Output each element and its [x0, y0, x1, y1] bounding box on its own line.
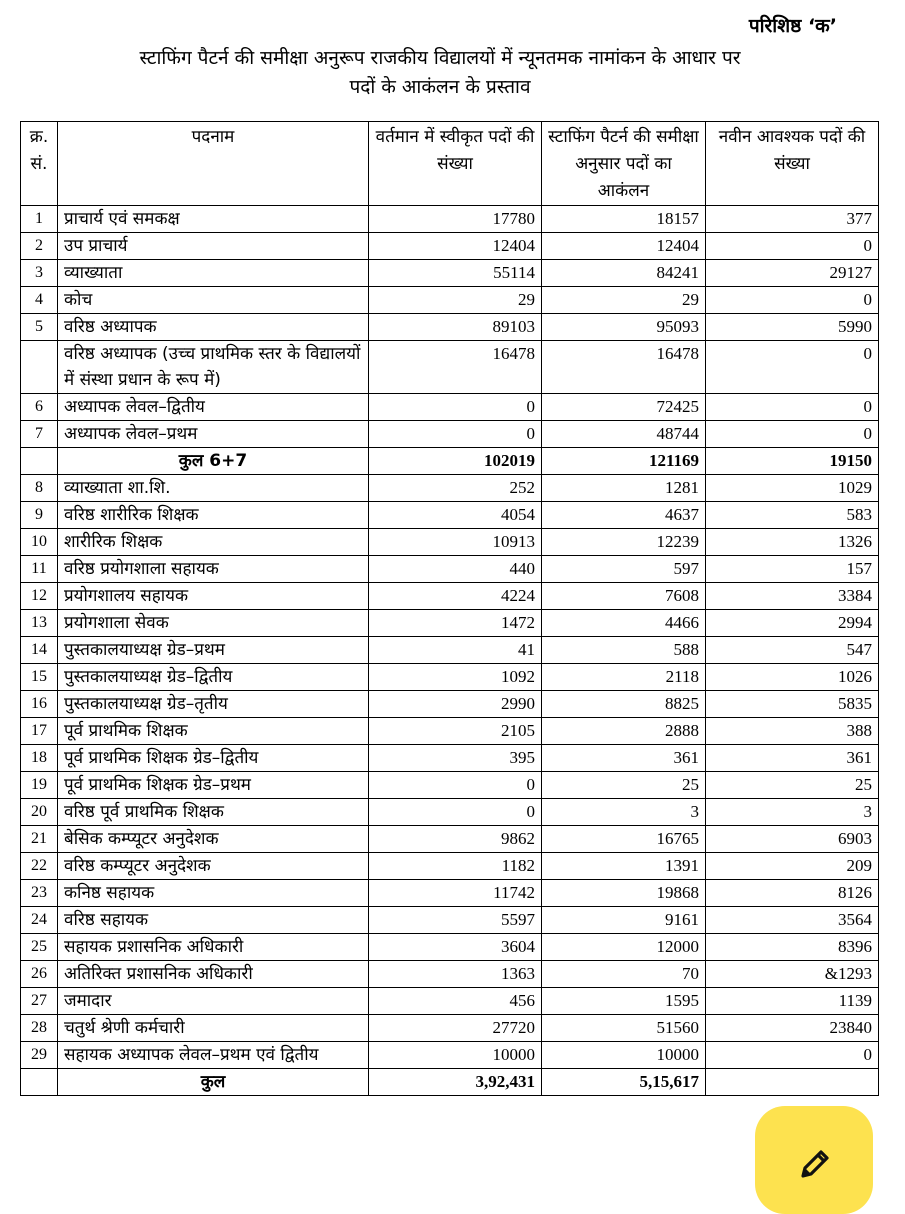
table-row	[21, 961, 879, 988]
row-assessed-posts: 16765	[542, 826, 706, 853]
row-designation: पुस्तकालयाध्यक्ष ग्रेड–द्वितीय	[58, 664, 369, 691]
row-sno: 25	[21, 934, 58, 961]
row-sno: 16	[21, 691, 58, 718]
heading-line-1: स्टाफिंग पैटर्न की समीक्षा अनुरूप राजकीय विद्यालयों में न्यूनतमक नामांकन के आधार पर	[139, 47, 741, 69]
row-sno: 10	[21, 529, 58, 556]
row-designation: पुस्तकालयाध्यक्ष ग्रेड–तृतीय	[58, 691, 369, 718]
row-new-posts: 0	[706, 287, 879, 314]
row-designation: बेसिक कम्प्यूटर अनुदेशक	[58, 826, 369, 853]
row-current-posts: 17780	[369, 206, 542, 233]
row-new-posts: 1029	[706, 475, 879, 502]
row-sno: 7	[21, 421, 58, 448]
row-sno: 26	[21, 961, 58, 988]
row-new-posts: 0	[706, 233, 879, 260]
table-row	[21, 394, 879, 421]
row-sno: 6	[21, 394, 58, 421]
row-designation: वरिष्ठ सहायक	[58, 907, 369, 934]
total-sno	[21, 1069, 58, 1096]
row-designation: प्राचार्य एवं समकक्ष	[58, 206, 369, 233]
row-current-posts: 0	[369, 394, 542, 421]
row-assessed-posts: 1281	[542, 475, 706, 502]
row-assessed-posts: 70	[542, 961, 706, 988]
row-sno: 24	[21, 907, 58, 934]
row-assessed-posts: 12404	[542, 233, 706, 260]
row-sno: 11	[21, 556, 58, 583]
total-label: कुल	[58, 1069, 369, 1096]
table-row	[21, 907, 879, 934]
row-new-posts: 0	[706, 341, 879, 394]
row-designation: पूर्व प्राथमिक शिक्षक ग्रेड–द्वितीय	[58, 745, 369, 772]
row-current-posts: 1092	[369, 664, 542, 691]
total-current: 3,92,431	[369, 1069, 542, 1096]
table-row	[21, 233, 879, 260]
row-sno: 23	[21, 880, 58, 907]
table-header-row	[21, 122, 879, 206]
row-assessed-posts: 12000	[542, 934, 706, 961]
row-current-posts: 5597	[369, 907, 542, 934]
total-assessed: 5,15,617	[542, 1069, 706, 1096]
row-assessed-posts: 588	[542, 637, 706, 664]
row-assessed-posts: 361	[542, 745, 706, 772]
row-designation: कोच	[58, 287, 369, 314]
row-new-posts: 19150	[706, 448, 879, 475]
table-row	[21, 1015, 879, 1042]
row-assessed-posts: 12239	[542, 529, 706, 556]
row-assessed-posts: 48744	[542, 421, 706, 448]
row-assessed-posts: 2118	[542, 664, 706, 691]
table-row	[21, 610, 879, 637]
row-designation: प्रयोगशाला सेवक	[58, 610, 369, 637]
row-new-posts: 1026	[706, 664, 879, 691]
row-assessed-posts: 4637	[542, 502, 706, 529]
row-sno	[21, 341, 58, 394]
table-row	[21, 529, 879, 556]
row-new-posts: 209	[706, 853, 879, 880]
table-row	[21, 341, 879, 394]
row-new-posts: 3384	[706, 583, 879, 610]
header-sno: क्र. सं.	[21, 122, 58, 206]
table-row	[21, 826, 879, 853]
edit-button[interactable]	[755, 1106, 873, 1214]
row-designation: सहायक अध्यापक लेवल–प्रथम एवं द्वितीय	[58, 1042, 369, 1069]
row-sno: 5	[21, 314, 58, 341]
header-new-posts: नवीन आवश्यक पदों की संख्या	[706, 122, 879, 206]
row-current-posts: 41	[369, 637, 542, 664]
row-sno: 13	[21, 610, 58, 637]
table-row	[21, 314, 879, 341]
row-assessed-posts: 18157	[542, 206, 706, 233]
row-sno: 1	[21, 206, 58, 233]
row-sno: 28	[21, 1015, 58, 1042]
row-designation: वरिष्ठ प्रयोगशाला सहायक	[58, 556, 369, 583]
row-new-posts: 0	[706, 394, 879, 421]
row-current-posts: 0	[369, 799, 542, 826]
row-new-posts: 361	[706, 745, 879, 772]
row-current-posts: 4054	[369, 502, 542, 529]
row-sno: 2	[21, 233, 58, 260]
row-current-posts: 252	[369, 475, 542, 502]
row-current-posts: 10000	[369, 1042, 542, 1069]
table-row	[21, 880, 879, 907]
row-designation: पूर्व प्राथमिक शिक्षक	[58, 718, 369, 745]
row-sno: 22	[21, 853, 58, 880]
row-new-posts: 29127	[706, 260, 879, 287]
row-new-posts: 6903	[706, 826, 879, 853]
header-designation: पदनाम	[58, 122, 369, 206]
row-assessed-posts: 2888	[542, 718, 706, 745]
table-row	[21, 583, 879, 610]
pencil-icon	[797, 1146, 833, 1182]
row-assessed-posts: 9161	[542, 907, 706, 934]
row-designation: वरिष्ठ अध्यापक	[58, 314, 369, 341]
row-new-posts: 5990	[706, 314, 879, 341]
heading-line-2: पदों के आकंलन के प्रस्ताव	[349, 76, 531, 98]
row-new-posts: 0	[706, 421, 879, 448]
row-designation: चतुर्थ श्रेणी कर्मचारी	[58, 1015, 369, 1042]
row-current-posts: 2990	[369, 691, 542, 718]
row-designation: अतिरिक्त प्रशासनिक अधिकारी	[58, 961, 369, 988]
row-designation: जमादार	[58, 988, 369, 1015]
table-row	[21, 448, 879, 475]
row-current-posts: 1182	[369, 853, 542, 880]
row-sno	[21, 448, 58, 475]
row-current-posts: 3604	[369, 934, 542, 961]
row-current-posts: 4224	[369, 583, 542, 610]
row-sno: 12	[21, 583, 58, 610]
row-sno: 8	[21, 475, 58, 502]
row-assessed-posts: 597	[542, 556, 706, 583]
row-designation: कुल 6+7	[58, 448, 369, 475]
row-assessed-posts: 3	[542, 799, 706, 826]
row-current-posts: 29	[369, 287, 542, 314]
row-designation: शारीरिक शिक्षक	[58, 529, 369, 556]
table-total-row	[21, 1069, 879, 1096]
row-designation: अध्यापक लेवल–प्रथम	[58, 421, 369, 448]
row-new-posts: 388	[706, 718, 879, 745]
row-assessed-posts: 16478	[542, 341, 706, 394]
row-new-posts: 157	[706, 556, 879, 583]
row-new-posts: &1293	[706, 961, 879, 988]
row-current-posts: 440	[369, 556, 542, 583]
row-new-posts: 2994	[706, 610, 879, 637]
row-designation: प्रयोगशालय सहायक	[58, 583, 369, 610]
table-row	[21, 637, 879, 664]
row-current-posts: 0	[369, 772, 542, 799]
row-assessed-posts: 84241	[542, 260, 706, 287]
row-new-posts: 8126	[706, 880, 879, 907]
row-new-posts: 8396	[706, 934, 879, 961]
row-designation: वरिष्ठ अध्यापक (उच्च प्राथमिक स्तर के विद्यालयों में संस्था प्रधान के रूप में)	[58, 341, 369, 394]
row-designation: व्याख्याता	[58, 260, 369, 287]
total-new	[706, 1069, 879, 1096]
row-current-posts: 0	[369, 421, 542, 448]
row-assessed-posts: 51560	[542, 1015, 706, 1042]
row-new-posts: 23840	[706, 1015, 879, 1042]
document-heading	[40, 44, 840, 102]
table-row	[21, 988, 879, 1015]
row-designation: व्याख्याता शा.शि.	[58, 475, 369, 502]
row-designation: वरिष्ठ शारीरिक शिक्षक	[58, 502, 369, 529]
row-new-posts: 3	[706, 799, 879, 826]
table-row	[21, 421, 879, 448]
row-new-posts: 3564	[706, 907, 879, 934]
row-sno: 17	[21, 718, 58, 745]
row-current-posts: 395	[369, 745, 542, 772]
row-sno: 14	[21, 637, 58, 664]
row-new-posts: 377	[706, 206, 879, 233]
row-designation: वरिष्ठ पूर्व प्राथमिक शिक्षक	[58, 799, 369, 826]
row-current-posts: 16478	[369, 341, 542, 394]
row-assessed-posts: 1595	[542, 988, 706, 1015]
row-designation: अध्यापक लेवल–द्वितीय	[58, 394, 369, 421]
row-sno: 21	[21, 826, 58, 853]
table-row	[21, 475, 879, 502]
posts-table	[20, 121, 879, 1096]
row-designation: पुस्तकालयाध्यक्ष ग्रेड–प्रथम	[58, 637, 369, 664]
row-new-posts: 1139	[706, 988, 879, 1015]
row-new-posts: 0	[706, 1042, 879, 1069]
row-new-posts: 583	[706, 502, 879, 529]
row-current-posts: 456	[369, 988, 542, 1015]
row-sno: 20	[21, 799, 58, 826]
row-current-posts: 89103	[369, 314, 542, 341]
table-row	[21, 1042, 879, 1069]
row-sno: 9	[21, 502, 58, 529]
row-new-posts: 1326	[706, 529, 879, 556]
table-row	[21, 556, 879, 583]
row-current-posts: 102019	[369, 448, 542, 475]
row-assessed-posts: 10000	[542, 1042, 706, 1069]
row-assessed-posts: 1391	[542, 853, 706, 880]
row-new-posts: 5835	[706, 691, 879, 718]
table-row	[21, 745, 879, 772]
row-assessed-posts: 121169	[542, 448, 706, 475]
row-sno: 15	[21, 664, 58, 691]
table-body	[21, 206, 879, 1069]
row-new-posts: 25	[706, 772, 879, 799]
row-assessed-posts: 8825	[542, 691, 706, 718]
row-sno: 19	[21, 772, 58, 799]
table-row	[21, 772, 879, 799]
table-row	[21, 206, 879, 233]
row-assessed-posts: 19868	[542, 880, 706, 907]
table-row	[21, 502, 879, 529]
row-designation: वरिष्ठ कम्प्यूटर अनुदेशक	[58, 853, 369, 880]
table-row	[21, 799, 879, 826]
row-designation: सहायक प्रशासनिक अधिकारी	[58, 934, 369, 961]
row-assessed-posts: 72425	[542, 394, 706, 421]
row-assessed-posts: 95093	[542, 314, 706, 341]
row-current-posts: 1363	[369, 961, 542, 988]
row-designation: पूर्व प्राथमिक शिक्षक ग्रेड–प्रथम	[58, 772, 369, 799]
table-row	[21, 853, 879, 880]
row-sno: 4	[21, 287, 58, 314]
row-sno: 27	[21, 988, 58, 1015]
header-assessed-posts: स्टाफिंग पैटर्न की समीक्षा अनुसार पदों का आकंलन	[542, 122, 706, 206]
row-sno: 18	[21, 745, 58, 772]
table-row	[21, 691, 879, 718]
table-row	[21, 718, 879, 745]
row-current-posts: 2105	[369, 718, 542, 745]
table-row	[21, 260, 879, 287]
table-row	[21, 287, 879, 314]
row-current-posts: 9862	[369, 826, 542, 853]
row-current-posts: 10913	[369, 529, 542, 556]
row-sno: 29	[21, 1042, 58, 1069]
header-current-posts: वर्तमान में स्वीकृत पदों की संख्या	[369, 122, 542, 206]
row-new-posts: 547	[706, 637, 879, 664]
appendix-label: परिशिष्ठ ‘क’	[748, 15, 837, 37]
row-current-posts: 11742	[369, 880, 542, 907]
row-current-posts: 12404	[369, 233, 542, 260]
row-current-posts: 1472	[369, 610, 542, 637]
row-current-posts: 55114	[369, 260, 542, 287]
row-assessed-posts: 25	[542, 772, 706, 799]
row-assessed-posts: 29	[542, 287, 706, 314]
table-row	[21, 934, 879, 961]
row-designation: कनिष्ठ सहायक	[58, 880, 369, 907]
row-current-posts: 27720	[369, 1015, 542, 1042]
row-assessed-posts: 7608	[542, 583, 706, 610]
row-assessed-posts: 4466	[542, 610, 706, 637]
row-sno: 3	[21, 260, 58, 287]
table-row	[21, 664, 879, 691]
row-designation: उप प्राचार्य	[58, 233, 369, 260]
